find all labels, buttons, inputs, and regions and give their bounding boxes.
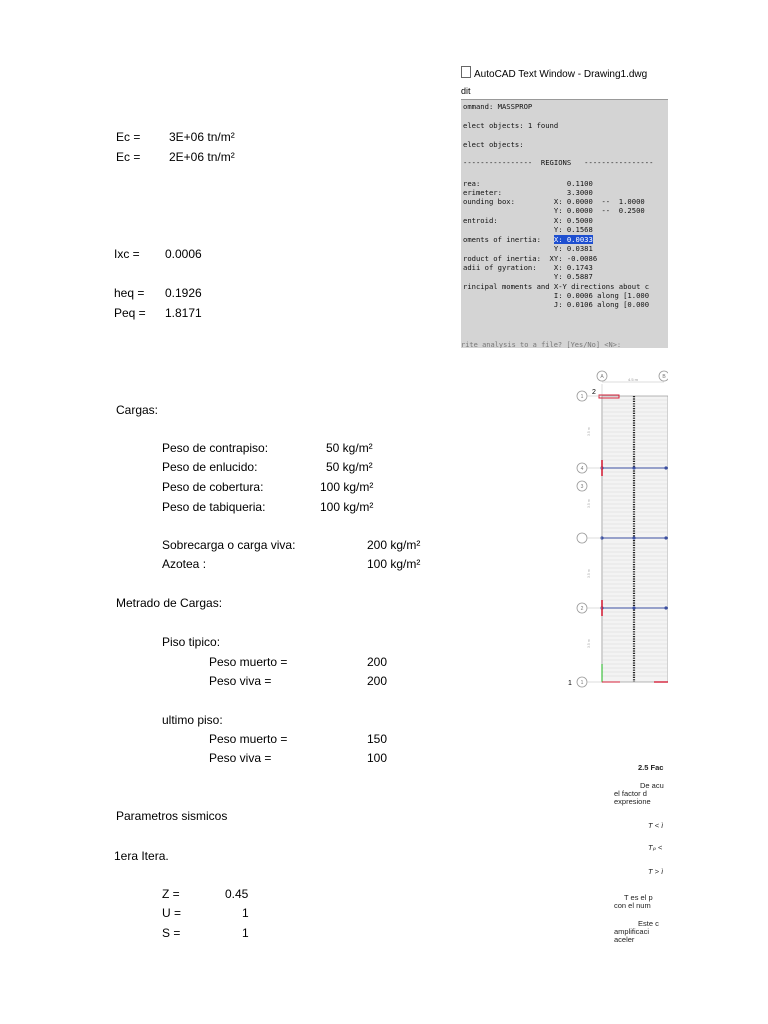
- ultimo-muerto-label: Peso muerto =: [209, 732, 288, 746]
- carga-label: Peso de enlucido:: [162, 460, 258, 474]
- sismicos-title: Parametros sismicos: [116, 809, 228, 823]
- code-excerpt: [610, 762, 668, 946]
- carga-label: Peso de cobertura:: [162, 480, 264, 494]
- acad-line: adii of gyration: X: 0.1743: [463, 263, 593, 272]
- carga-value: 100 kg/m²: [320, 500, 374, 514]
- excerpt-line: T es el p: [624, 893, 653, 902]
- spacing-label: 3.5 m: [587, 569, 591, 578]
- peq-label: Peq =: [114, 306, 146, 320]
- excerpt-heading: 2.5 Fac: [638, 763, 664, 772]
- ultimo-viva-label: Peso viva =: [209, 751, 272, 765]
- tipico-viva-label: Peso viva =: [209, 674, 272, 688]
- level-bubble-label: 2: [580, 606, 584, 612]
- carga-value: 50 kg/m²: [326, 460, 373, 474]
- ec-label-1: Ec =: [116, 130, 141, 144]
- ec-label-2: Ec =: [116, 150, 141, 164]
- ultimo-viva-value: 100: [367, 751, 388, 765]
- azotea-label: Azotea :: [162, 557, 207, 571]
- excerpt-formula: Tₚ <: [648, 843, 663, 852]
- param-s-value: 1: [242, 926, 249, 940]
- acad-line: Y: 0.0000 -- 0.2500: [463, 206, 645, 215]
- heq-value: 0.1926: [165, 286, 202, 300]
- param-z-label: Z =: [162, 887, 180, 901]
- acad-line: elect objects:: [463, 140, 524, 149]
- acad-line: ommand: MASSPROP: [463, 102, 533, 111]
- excerpt-line: De acu: [640, 781, 664, 790]
- piso-tipico-title: Piso tipico:: [162, 635, 221, 649]
- carga-label: Peso de contrapiso:: [162, 441, 269, 455]
- spacing-label: 3.5 m: [587, 499, 591, 508]
- tipico-muerto-value: 200: [367, 655, 388, 669]
- excerpt-line: aceler: [614, 935, 635, 944]
- level-bubble-label: 1: [580, 680, 584, 686]
- acad-line: rea: 0.1100: [463, 179, 593, 188]
- node: [632, 536, 635, 539]
- excerpt-line: el factor d: [614, 789, 647, 798]
- acad-line: roduct of inertia: XY: -0.0086: [463, 254, 598, 263]
- excerpt-line: expresione: [614, 797, 651, 806]
- param-u-value: 1: [242, 906, 249, 920]
- elevation-drawing: [566, 368, 668, 690]
- acad-highlight-selection[interactable]: X: 0.0033: [553, 235, 593, 244]
- tipico-muerto-label: Peso muerto =: [209, 655, 288, 669]
- carga-value: 50 kg/m²: [326, 441, 373, 455]
- carga-viva-value: 200 kg/m²: [367, 538, 421, 552]
- heq-label: heq =: [114, 286, 145, 300]
- param-s-label: S =: [162, 926, 181, 940]
- level-bubble-label: 1: [580, 394, 584, 400]
- excerpt-line: con el num: [614, 901, 651, 910]
- node: [664, 536, 667, 539]
- acad-line: Y: 0.0381: [463, 244, 593, 253]
- acad-line: rincipal moments and X-Y directions about c: [463, 282, 650, 291]
- acad-line: entroid: X: 0.5000: [463, 216, 593, 225]
- acad-line: ---------------- REGIONS ----------------: [463, 158, 654, 167]
- acad-prompt-line: rite analysis to a file? [Yes/No] <N>:: [461, 341, 622, 348]
- axis-letter-b: B: [662, 374, 666, 380]
- param-u-label: U =: [162, 906, 182, 920]
- level-bubble-label: 3: [580, 484, 584, 490]
- node: [632, 606, 635, 609]
- ixc-label: Ixc =: [114, 247, 140, 261]
- level-bubble-label: 4: [580, 466, 584, 472]
- excerpt-formula: T < ì: [648, 821, 664, 830]
- autocad-menu-edit[interactable]: dit: [461, 86, 471, 96]
- node: [664, 466, 667, 469]
- ixc-value: 0.0006: [165, 247, 202, 261]
- autocad-text-window: [461, 64, 668, 348]
- spacing-label: 3.5 m: [587, 427, 591, 436]
- axis-letter-a: A: [600, 374, 604, 380]
- ultimo-piso-title: ultimo piso:: [162, 713, 223, 727]
- node: [664, 606, 667, 609]
- azotea-value: 100 kg/m²: [367, 557, 421, 571]
- acad-line: Y: 0.5887: [463, 272, 593, 281]
- cargas-title: Cargas:: [116, 403, 159, 417]
- acad-line: J: 0.0106 along [0.000: [463, 300, 650, 309]
- ec-value-1: 3E+06 tn/m²: [169, 130, 235, 144]
- iteracion-label: 1era Itera.: [114, 849, 169, 863]
- structural-elevation: [566, 368, 668, 690]
- dimension-top-label: 4.5 m: [627, 377, 639, 382]
- param-z-value: 0.45: [225, 887, 249, 901]
- carga-label: Peso de tabiqueria:: [162, 500, 266, 514]
- acad-line: elect objects: 1 found: [463, 121, 559, 130]
- node: [632, 466, 635, 469]
- top-node-number: 2: [592, 389, 596, 396]
- acad-line-inertia-label: oments of inertia:: [463, 235, 554, 244]
- tipico-viva-value: 200: [367, 674, 388, 688]
- autocad-output: [461, 99, 668, 348]
- document-icon: [461, 66, 471, 78]
- autocad-title-text: AutoCAD Text Window - Drawing1.dwg: [474, 69, 648, 80]
- carga-value: 100 kg/m²: [320, 480, 374, 494]
- bottom-node-number: 1: [568, 680, 572, 687]
- acad-line: Y: 0.1568: [463, 225, 593, 234]
- carga-viva-label: Sobrecarga o carga viva:: [162, 538, 296, 552]
- ultimo-muerto-value: 150: [367, 732, 388, 746]
- excerpt-line: Este c: [638, 919, 659, 928]
- level-bubble: [577, 533, 587, 543]
- excerpt-formula: T > ì: [648, 867, 664, 876]
- acad-line: ounding box: X: 0.0000 -- 1.0000: [463, 197, 645, 206]
- acad-line-inertia: [463, 236, 593, 244]
- peq-value: 1.8171: [165, 306, 202, 320]
- acad-line: erimeter: 3.3000: [463, 188, 593, 197]
- metrado-title: Metrado de Cargas:: [116, 596, 223, 610]
- ec-value-2: 2E+06 tn/m²: [169, 150, 235, 164]
- excerpt-line: amplificaci: [614, 927, 650, 936]
- spacing-label: 3.5 m: [587, 639, 591, 648]
- acad-line: I: 0.0006 along [1.000: [463, 291, 650, 300]
- autocad-window-title: [461, 66, 647, 82]
